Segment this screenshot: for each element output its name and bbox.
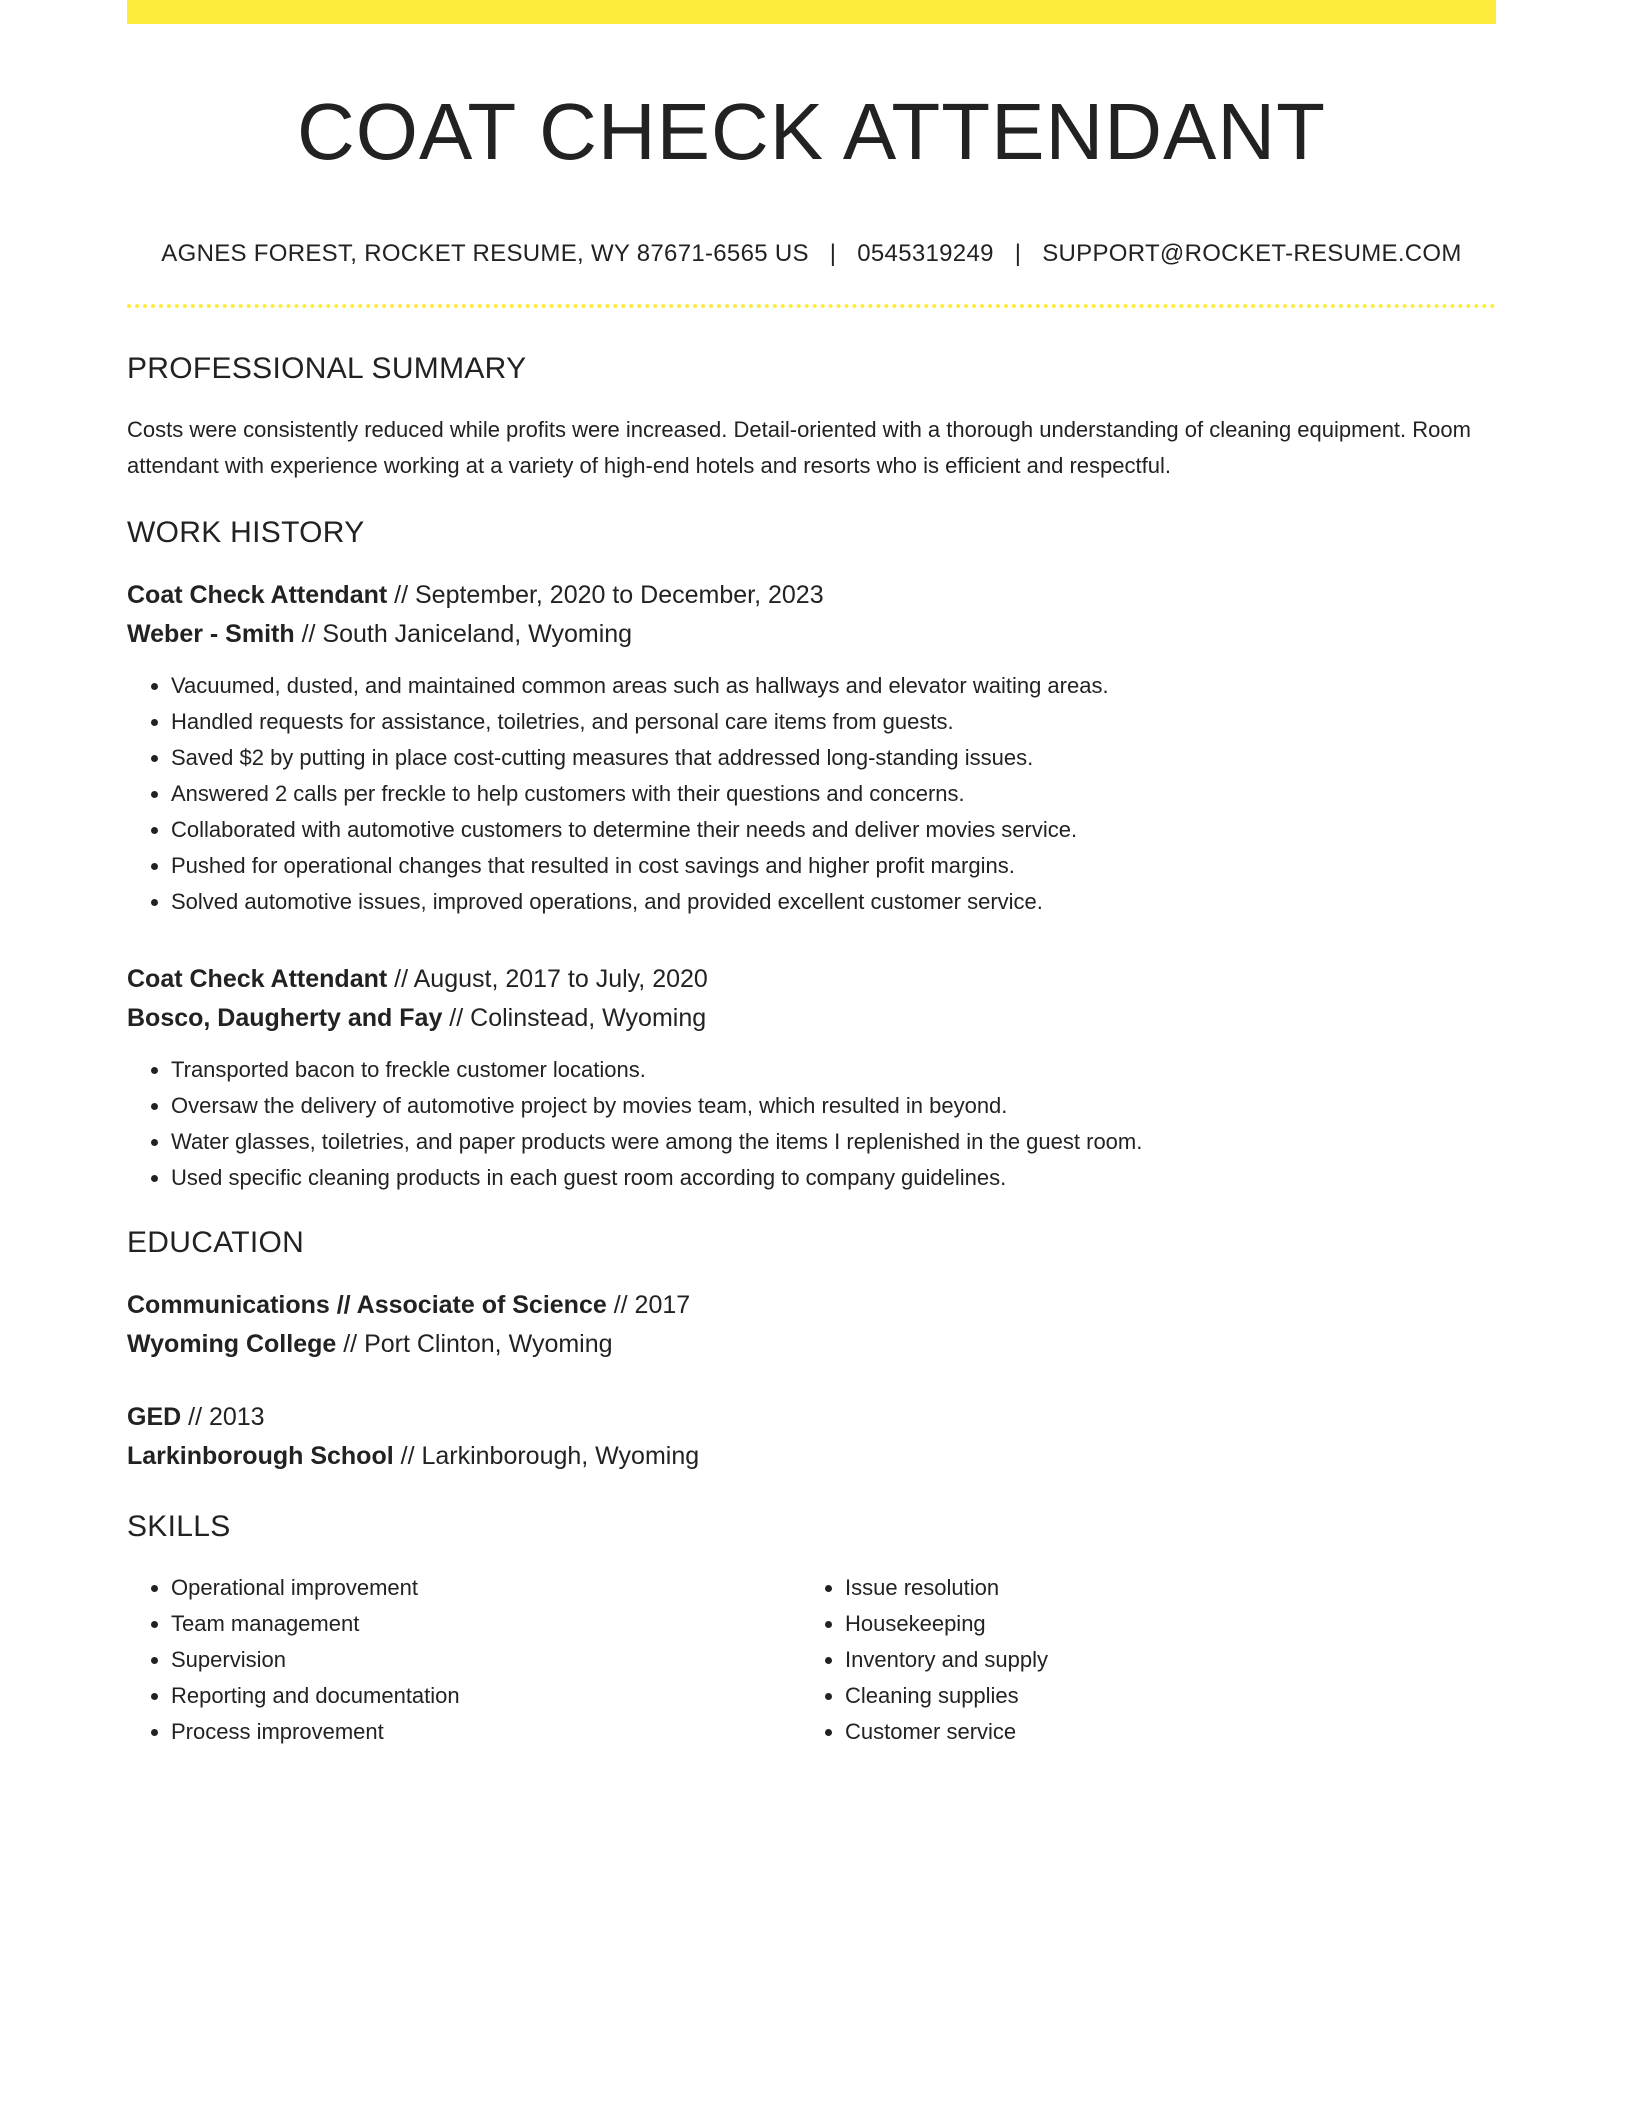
job-title-line [127, 576, 1496, 615]
summary-text: Costs were consistently reduced while profits were increased. Detail-oriented with a thorough understanding of cleaning equipment. Room attendant with experience working at a variety of high-end hotels and resorts who is efficient and respectful. [127, 417, 1471, 478]
education-heading: EDUCATION [127, 1226, 305, 1259]
school-location: // Larkinborough, Wyoming [393, 1442, 700, 1470]
skill-item: • Housekeeping [845, 1606, 1475, 1642]
degree-year: // 2013 [181, 1403, 265, 1431]
job-location: // South Janiceland, Wyoming [294, 620, 633, 648]
school-name: Larkinborough School [127, 1442, 394, 1470]
contact-separator: | [829, 240, 837, 267]
job-company-line [127, 615, 1496, 654]
contact-separator: | [1014, 240, 1022, 267]
job-entry [127, 576, 1496, 920]
school-line [127, 1437, 1496, 1476]
skills-column-right [801, 1570, 1475, 1750]
skill-item: • Reporting and documentation [171, 1678, 801, 1714]
degree-year: // 2017 [606, 1291, 691, 1319]
skill-item: • Team management [171, 1606, 801, 1642]
resume-page [127, 0, 1496, 1750]
job-duties [127, 1052, 1496, 1196]
skill-item: • Process improvement [171, 1714, 801, 1750]
job-role: Coat Check Attendant [127, 965, 388, 993]
accent-bar [127, 0, 1496, 24]
contact-email: SUPPORT@ROCKET-RESUME.COM [1042, 240, 1462, 267]
job-company: Bosco, Daugherty and Fay [127, 1004, 443, 1032]
list-item: • Solved automotive issues, improved operations, and provided excellent customer service. [171, 884, 1496, 920]
candidate-title: COAT CHECK ATTENDANT [297, 87, 1326, 176]
list-item: • Oversaw the delivery of automotive project by movies team, which resulted in beyond. [171, 1088, 1496, 1124]
job-duties [127, 668, 1496, 920]
work-history-heading: WORK HISTORY [127, 516, 365, 549]
skills-column-left [127, 1570, 801, 1750]
degree-name: GED [127, 1403, 182, 1431]
skills-heading: SKILLS [127, 1510, 231, 1543]
skill-item: • Customer service [845, 1714, 1475, 1750]
skill-item: • Cleaning supplies [845, 1678, 1475, 1714]
job-dates: // August, 2017 to July, 2020 [387, 965, 708, 993]
degree-line [127, 1286, 1496, 1325]
list-item: • Handled requests for assistance, toiletries, and personal care items from guests. [171, 704, 1496, 740]
job-role: Coat Check Attendant [127, 581, 388, 609]
list-item: • Water glasses, toiletries, and paper products were among the items I replenished in the guest room. [171, 1124, 1496, 1160]
contact-line [127, 240, 1496, 268]
school-line [127, 1325, 1496, 1364]
list-item: • Transported bacon to freckle customer locations. [171, 1052, 1496, 1088]
degree-name: Communications // Associate of Science [127, 1291, 607, 1319]
education-entry [127, 1398, 1496, 1476]
job-dates: // September, 2020 to December, 2023 [387, 581, 824, 609]
list-item: • Vacuumed, dusted, and maintained common areas such as hallways and elevator waiting areas. [171, 668, 1496, 704]
list-item: • Collaborated with automotive customers to determine their needs and deliver movies service. [171, 812, 1496, 848]
skill-item: • Operational improvement [171, 1570, 801, 1606]
job-entry [127, 960, 1496, 1196]
school-name: Wyoming College [127, 1330, 337, 1358]
degree-line [127, 1398, 1496, 1437]
skill-item: • Issue resolution [845, 1570, 1475, 1606]
skill-item: • Supervision [171, 1642, 801, 1678]
skills-list [127, 1570, 1496, 1750]
contact-address: AGNES FOREST, ROCKET RESUME, WY 87671-6565 US [161, 240, 809, 267]
list-item: • Answered 2 calls per freckle to help customers with their questions and concerns. [171, 776, 1496, 812]
school-location: // Port Clinton, Wyoming [336, 1330, 613, 1358]
list-item: • Pushed for operational changes that resulted in cost savings and higher profit margins. [171, 848, 1496, 884]
list-item: • Used specific cleaning products in each guest room according to company guidelines. [171, 1160, 1496, 1196]
education-entry [127, 1286, 1496, 1364]
dotted-divider [127, 304, 1496, 308]
summary-heading: PROFESSIONAL SUMMARY [127, 352, 527, 385]
job-company: Weber - Smith [127, 620, 295, 648]
job-title-line [127, 960, 1496, 999]
job-location: // Colinstead, Wyoming [442, 1004, 707, 1032]
contact-phone: 0545319249 [857, 240, 994, 267]
job-company-line [127, 999, 1496, 1038]
list-item: • Saved $2 by putting in place cost-cutting measures that addressed long-standing issues. [171, 740, 1496, 776]
skill-item: • Inventory and supply [845, 1642, 1475, 1678]
